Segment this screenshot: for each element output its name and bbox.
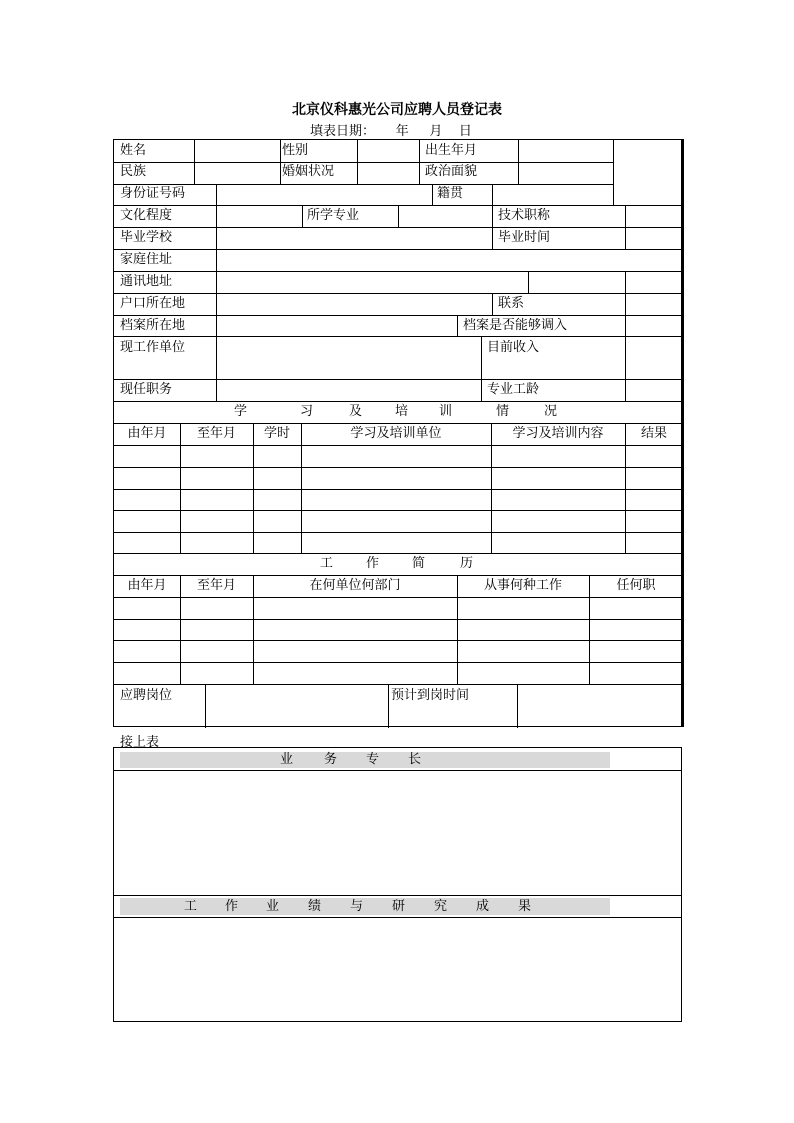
table-rule [398, 205, 399, 227]
label-mail-address: 通讯地址 [120, 274, 173, 289]
table-rule [528, 271, 529, 293]
table-rule [114, 575, 683, 576]
achievements-section-char: 作 [225, 899, 239, 914]
study-section-char: 培 [395, 404, 409, 419]
label-birth: 出生年月 [425, 143, 478, 158]
fill-date-label: 填表日期： [310, 124, 376, 139]
table-rule [625, 205, 626, 249]
table-rule [114, 423, 683, 424]
achievements-section-char: 与 [350, 899, 364, 914]
label-archive-transfer: 档案是否能够调入 [463, 318, 568, 333]
table-rule [625, 293, 626, 315]
table-rule [388, 684, 389, 728]
table-rule [216, 293, 217, 315]
table-rule [114, 917, 681, 918]
label-grad-time: 毕业时间 [498, 230, 551, 245]
table-rule [517, 684, 518, 728]
table-rule [518, 140, 519, 184]
achievements-section-char: 业 [266, 899, 280, 914]
table-rule [114, 467, 683, 468]
table-rule [357, 140, 358, 184]
label-native-place: 籍贯 [437, 186, 464, 201]
table-rule [216, 184, 217, 205]
table-rule [492, 293, 493, 315]
table-rule [216, 379, 217, 401]
work-section-char: 历 [460, 556, 474, 571]
table-rule [216, 271, 217, 293]
label-major: 所学专业 [307, 208, 360, 223]
label-seniority: 专业工龄 [487, 382, 540, 397]
continued-label: 接上表 [120, 735, 160, 750]
table-rule [114, 336, 683, 337]
table-rule [114, 510, 683, 511]
table-rule [114, 553, 683, 554]
study-section-char: 训 [439, 404, 453, 419]
form-title: 北京仪科惠光公司应聘人员登记表 [292, 102, 502, 118]
achievements-section-char: 工 [184, 899, 198, 914]
table-rule [114, 249, 683, 250]
table-rule [114, 532, 683, 533]
table-rule [625, 315, 626, 336]
table-rule [180, 423, 181, 553]
table-rule [625, 423, 626, 553]
label-income: 目前收入 [487, 340, 540, 355]
table-rule [194, 140, 195, 184]
achievements-section-char: 果 [518, 899, 532, 914]
label-school: 毕业学校 [120, 230, 173, 245]
label-home-address: 家庭住址 [120, 252, 173, 267]
date-day-label: 日 [458, 124, 472, 139]
table-rule [114, 315, 683, 316]
label-position: 现任职务 [120, 382, 173, 397]
label-name: 姓名 [120, 143, 147, 158]
table-rule [205, 684, 206, 728]
date-year-label: 年 [395, 124, 409, 139]
label-gender: 性别 [282, 143, 309, 158]
table-rule [280, 140, 281, 184]
table-rule [114, 227, 683, 228]
table-rule [114, 379, 683, 380]
table-rule [492, 184, 493, 205]
table-rule [625, 336, 626, 379]
study-header-institution: 学习及培训单位 [350, 426, 442, 441]
label-education: 文化程度 [120, 208, 173, 223]
achievements-section-char: 研 [392, 899, 406, 914]
table-rule [114, 895, 681, 896]
table-rule [114, 640, 683, 641]
table-rule [114, 684, 683, 685]
label-tech-title: 技术职称 [498, 208, 551, 223]
label-contact: 联系 [498, 296, 525, 311]
table-rule [114, 489, 683, 490]
skills-section-char: 务 [324, 752, 338, 767]
label-hukou: 户口所在地 [120, 296, 186, 311]
table-rule [114, 445, 683, 446]
table-rule [492, 205, 493, 227]
table-rule [491, 423, 492, 553]
table-rule [625, 271, 626, 293]
table-rule [457, 315, 458, 336]
table-rule [114, 162, 613, 163]
table-rule [114, 619, 683, 620]
table-rule [114, 597, 683, 598]
table-rule [613, 140, 614, 205]
table-rule [216, 336, 217, 379]
work-section-char: 作 [366, 556, 380, 571]
table-rule [114, 770, 681, 771]
work-section-char: 简 [412, 556, 426, 571]
skills-section-char: 专 [366, 752, 380, 767]
label-employer: 现工作单位 [120, 340, 186, 355]
label-marital: 婚姻状况 [282, 164, 335, 179]
study-header-content: 学习及培训内容 [512, 426, 604, 441]
work-header-employer: 在何单位何部门 [309, 578, 401, 593]
study-section-char: 学 [234, 404, 248, 419]
study-section-char: 及 [349, 404, 363, 419]
label-archive: 档案所在地 [120, 318, 186, 333]
work-header-job: 从事何种工作 [483, 578, 562, 593]
work-header-title: 任何职 [616, 578, 656, 593]
study-header-from: 由年月 [127, 426, 167, 441]
label-ethnicity: 民族 [120, 164, 147, 179]
label-id-number: 身份证号码 [120, 186, 186, 201]
study-section-char: 情 [496, 404, 510, 419]
table-rule [114, 401, 683, 402]
label-apply-post: 应聘岗位 [120, 688, 173, 703]
work-section-char: 工 [320, 556, 334, 571]
skills-header-shade [120, 752, 610, 768]
skills-section-char: 长 [408, 752, 422, 767]
achievements-section-char: 究 [434, 899, 448, 914]
achievements-section-char: 成 [476, 899, 490, 914]
table-rule [216, 227, 217, 249]
table-rule [302, 205, 303, 227]
table-rule [114, 271, 683, 272]
table-rule [216, 249, 217, 271]
table-rule [216, 205, 217, 227]
registration-form [113, 139, 682, 727]
table-rule [481, 336, 482, 379]
table-rule [419, 140, 420, 184]
table-rule [114, 184, 613, 185]
table-rule [114, 293, 683, 294]
work-header-to: 至年月 [196, 578, 236, 593]
study-header-hours: 学时 [263, 426, 290, 441]
study-section-char: 习 [300, 404, 314, 419]
date-month-label: 月 [429, 124, 443, 139]
fill-date-line [310, 120, 472, 139]
table-rule [216, 315, 217, 336]
table-rule [492, 227, 493, 249]
table-rule [253, 423, 254, 553]
table-rule [625, 379, 626, 401]
table-rule [114, 662, 683, 663]
label-arrival-time: 预计到岗时间 [391, 688, 470, 703]
continued-sheet [113, 747, 682, 1022]
label-political: 政治面貌 [425, 164, 478, 179]
table-rule [432, 184, 433, 205]
skills-section-char: 业 [280, 752, 294, 767]
study-section-char: 况 [544, 404, 558, 419]
table-rule [301, 423, 302, 553]
table-rule [481, 379, 482, 401]
study-header-to: 至年月 [196, 426, 236, 441]
work-header-from: 由年月 [127, 578, 167, 593]
achievements-section-char: 绩 [308, 899, 322, 914]
study-header-result: 结果 [640, 426, 667, 441]
